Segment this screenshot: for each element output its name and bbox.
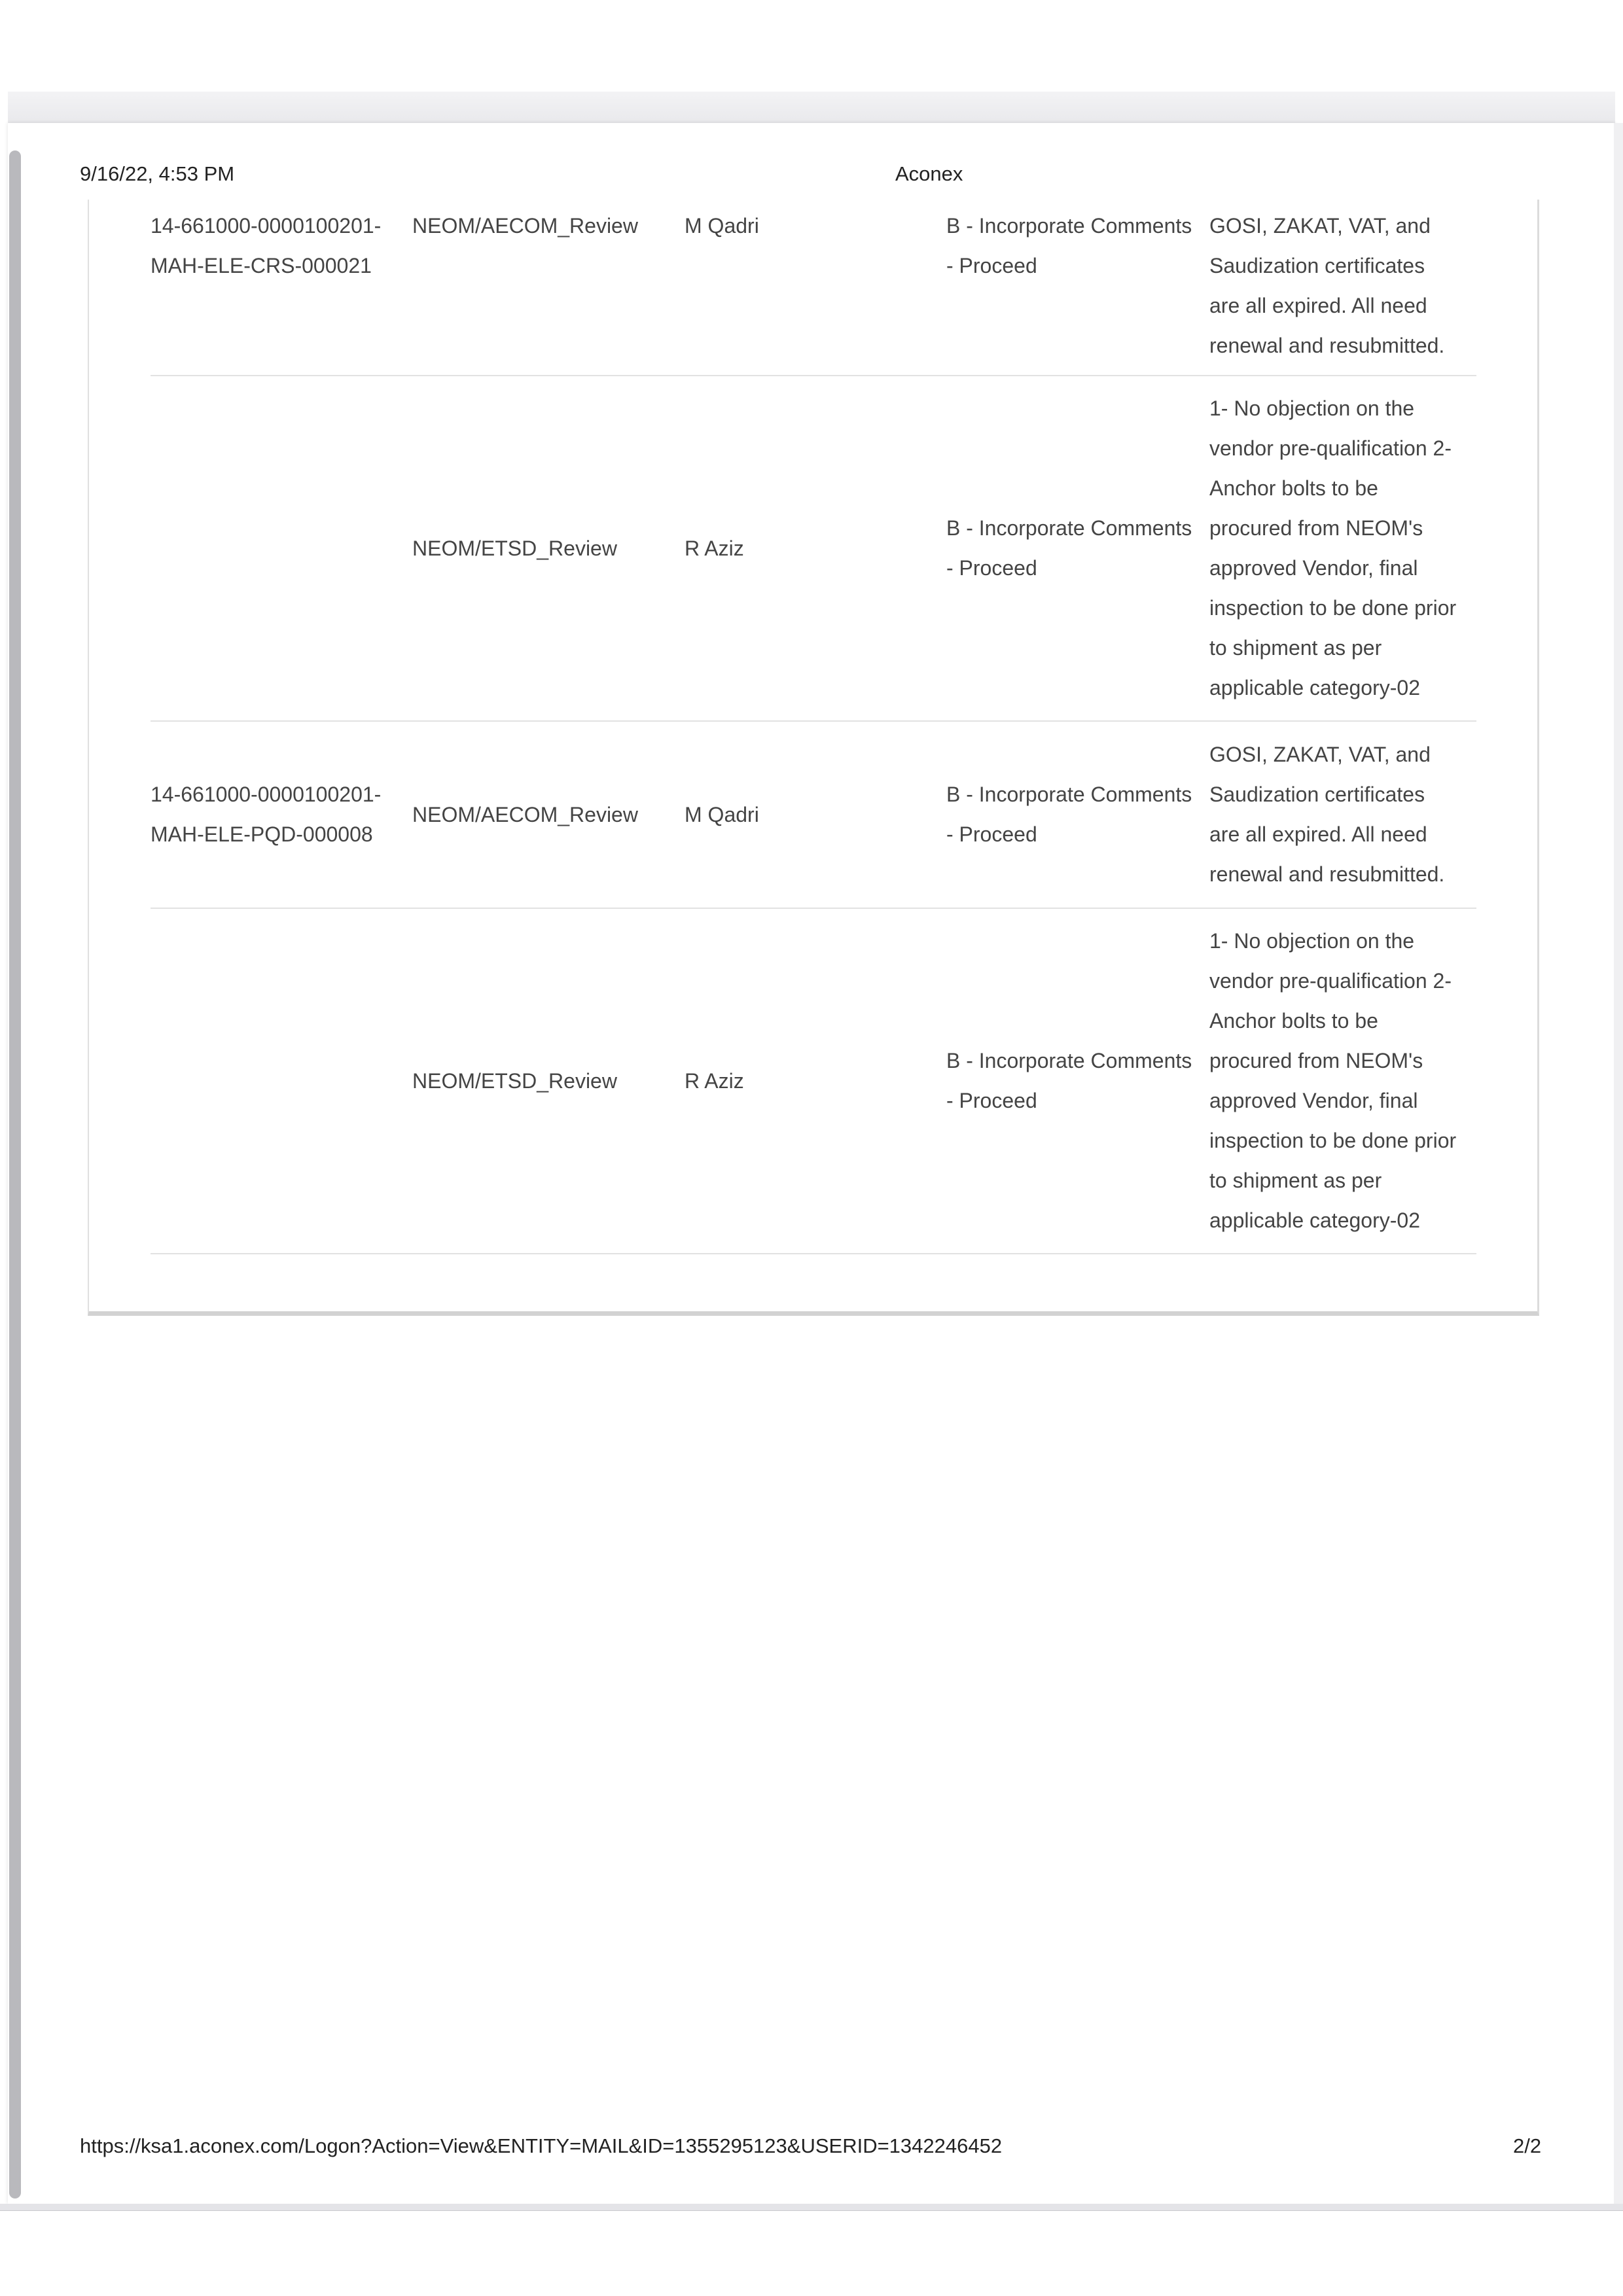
workflow-review-card xyxy=(88,200,1539,1316)
workflow-step-text: NEOM/ETSD_Review xyxy=(412,1069,617,1093)
comment-line: vendor pre-qualification 2- xyxy=(1209,436,1452,460)
document-number xyxy=(151,722,412,908)
review-status xyxy=(946,376,1215,720)
table-row xyxy=(151,200,1476,376)
viewer-bottom-strip xyxy=(0,2204,1623,2211)
comment-line: to shipment as per xyxy=(1209,1169,1382,1192)
review-status-line: - Proceed xyxy=(946,556,1037,580)
document-number-line: MAH-ELE-PQD-000008 xyxy=(151,822,373,846)
review-comment xyxy=(1209,909,1484,1253)
comment-line: applicable category-02 xyxy=(1209,1209,1420,1232)
document-number xyxy=(151,200,412,375)
comment-line: are all expired. All need xyxy=(1209,822,1427,846)
reviewer-name: M Qadri xyxy=(685,802,759,826)
reviewer-name: R Aziz xyxy=(685,536,744,560)
reviewer xyxy=(685,909,946,1253)
review-status xyxy=(946,722,1215,908)
review-comment xyxy=(1209,376,1484,720)
comment-line: Saudization certificates xyxy=(1209,254,1425,277)
comment-line: GOSI, ZAKAT, VAT, and xyxy=(1209,743,1431,766)
workflow-step xyxy=(412,909,687,1253)
comment-line: renewal and resubmitted. xyxy=(1209,334,1445,357)
document-number xyxy=(151,909,412,1253)
reviewer xyxy=(685,722,946,908)
review-status-line: - Proceed xyxy=(946,254,1037,277)
review-status-line: - Proceed xyxy=(946,1089,1037,1112)
comment-line: approved Vendor, final xyxy=(1209,1089,1418,1112)
comment-line: procured from NEOM's xyxy=(1209,1049,1423,1072)
print-url: https://ksa1.aconex.com/Logon?Action=View&ENTITY=MAIL&ID=1355295123&USERID=1342246452 xyxy=(80,2134,1003,2157)
review-status xyxy=(946,909,1215,1253)
comment-line: 1- No objection on the xyxy=(1209,929,1415,953)
document-number-line: 14-661000-0000100201- xyxy=(151,783,382,806)
comment-line: Anchor bolts to be xyxy=(1209,1009,1378,1033)
review-status-line: B - Incorporate Comments xyxy=(946,214,1192,238)
comment-line: Saudization certificates xyxy=(1209,783,1425,806)
comment-line: are all expired. All need xyxy=(1209,294,1427,317)
print-timestamp: 9/16/22, 4:53 PM xyxy=(80,162,235,185)
comment-line: 1- No objection on the xyxy=(1209,397,1415,420)
page-right-edge xyxy=(1614,123,1623,2204)
workflow-step-text: NEOM/ETSD_Review xyxy=(412,536,617,560)
table-row xyxy=(151,909,1476,1254)
viewer-top-strip xyxy=(8,92,1615,124)
comment-line: inspection to be done prior xyxy=(1209,596,1457,620)
comment-line: to shipment as per xyxy=(1209,636,1382,660)
comment-line: approved Vendor, final xyxy=(1209,556,1418,580)
document-number-line: 14-661000-0000100201- xyxy=(151,214,382,238)
comment-line: procured from NEOM's xyxy=(1209,516,1423,540)
workflow-review-table xyxy=(151,200,1476,1254)
comment-line: renewal and resubmitted. xyxy=(1209,862,1445,886)
table-row xyxy=(151,376,1476,722)
workflow-step xyxy=(412,376,687,720)
workflow-step-text: NEOM/AECOM_Review xyxy=(412,214,638,238)
review-status xyxy=(946,200,1215,375)
workflow-step xyxy=(412,200,687,375)
table-row xyxy=(151,722,1476,909)
page-number: 2/2 xyxy=(1513,2134,1542,2157)
review-status-line: B - Incorporate Comments xyxy=(946,516,1192,540)
review-status-line: B - Incorporate Comments xyxy=(946,1049,1192,1072)
document-number xyxy=(151,376,412,720)
comment-line: GOSI, ZAKAT, VAT, and xyxy=(1209,214,1431,238)
reviewer xyxy=(685,376,946,720)
review-comment xyxy=(1209,722,1484,908)
comment-line: applicable category-02 xyxy=(1209,676,1420,699)
workflow-step-text: NEOM/AECOM_Review xyxy=(412,802,638,826)
comment-line: vendor pre-qualification 2- xyxy=(1209,969,1452,993)
review-comment xyxy=(1209,200,1484,375)
comment-line: Anchor bolts to be xyxy=(1209,476,1378,500)
review-status-line: - Proceed xyxy=(946,822,1037,846)
workflow-step xyxy=(412,722,687,908)
reviewer xyxy=(685,200,946,375)
vertical-scrollbar[interactable] xyxy=(9,150,21,2199)
document-number-line: MAH-ELE-CRS-000021 xyxy=(151,254,372,277)
review-status-line: B - Incorporate Comments xyxy=(946,783,1192,806)
comment-line: inspection to be done prior xyxy=(1209,1129,1457,1152)
reviewer-name: M Qadri xyxy=(685,214,759,238)
reviewer-name: R Aziz xyxy=(685,1069,744,1093)
print-page-title: Aconex xyxy=(895,162,963,185)
